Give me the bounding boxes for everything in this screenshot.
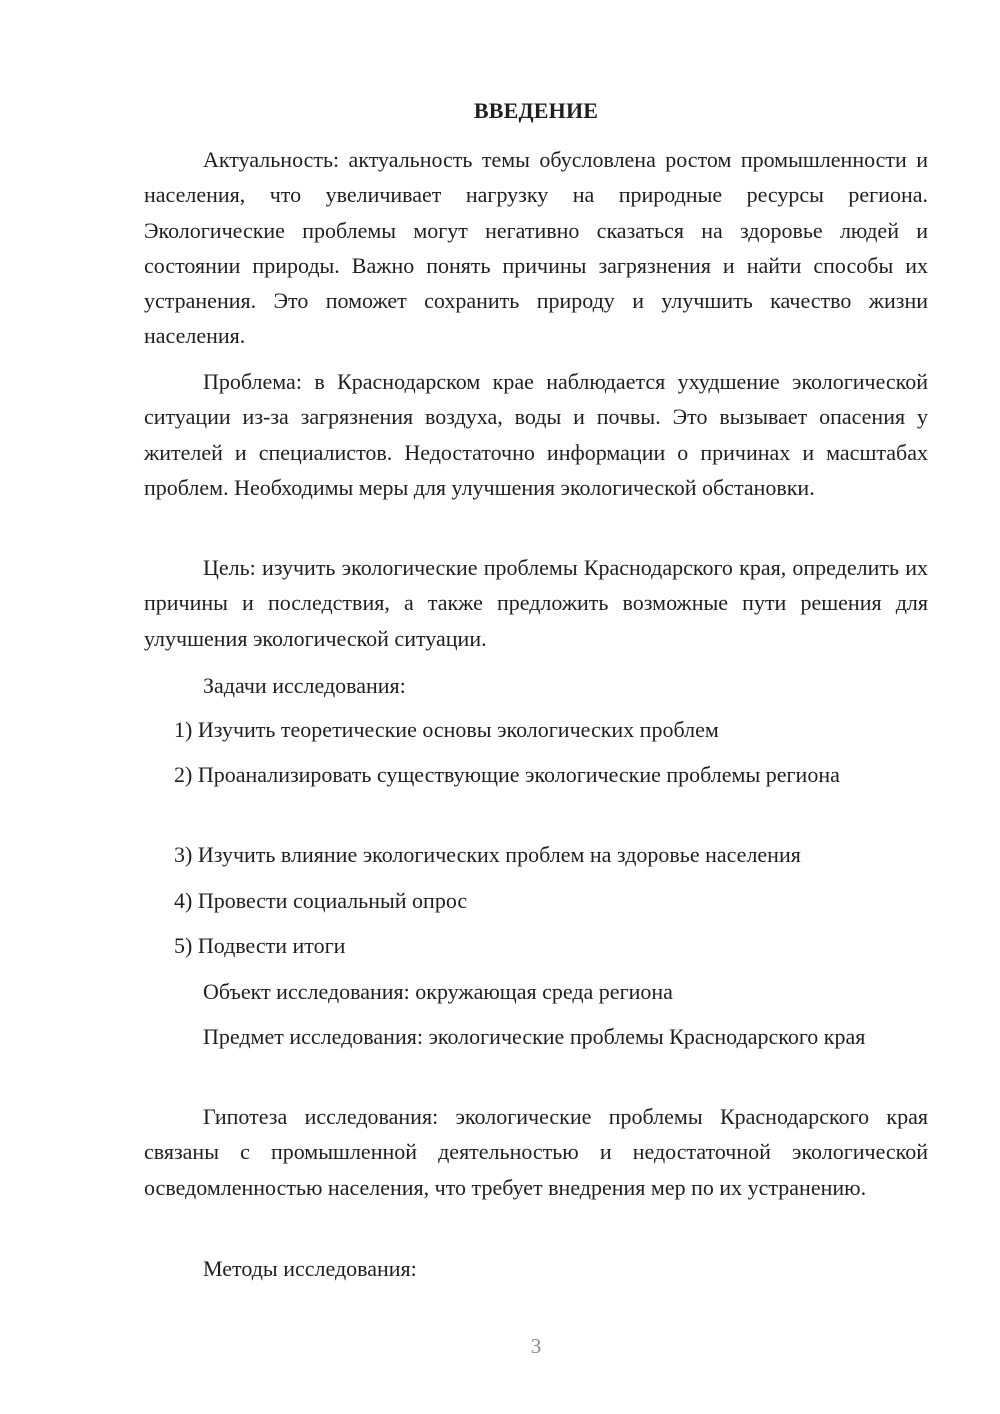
task-item-4: 4) Провести социальный опрос (174, 888, 468, 913)
paragraph-relevance: Актуальность: актуальность темы обусловлена ростом промышленности и населения, что увеличивает нагрузку на природные ресурсы региона. Экологические проблемы могут негативно сказаться на здоровье людей и состоянии природы. Важно понять причины загрязнения и найти способы их устранения. Это поможет сохранить природу и улучшить качество жизни населения. (144, 147, 928, 349)
section-title: ВВЕДЕНИЕ (473, 98, 599, 123)
paragraph-subject: Предмет исследования: экологические проблемы Краснодарского края (203, 1024, 866, 1049)
methods-heading: Методы исследования: (203, 1256, 417, 1281)
paragraph-problem: Проблема: в Краснодарском крае наблюдается ухудшение экологической ситуации из-за загрязнения воздуха, воды и почвы. Это вызывает опасения у жителей и специалистов. Недостаточно информации о причинах и масштабах проблем. Необходимы меры для улучшения экологической обстановки. (144, 369, 928, 500)
paragraph-object: Объект исследования: окружающая среда региона (203, 979, 673, 1004)
paragraph-goal: Цель: изучить экологические проблемы Краснодарского края, определить их причины и последствия, а также предложить возможные пути решения для улучшения экологической ситуации. (144, 555, 928, 651)
page-number: 3 (530, 1334, 542, 1358)
paragraph-hypothesis: Гипотеза исследования: экологические проблемы Краснодарского края связаны с промышленной деятельностью и недостаточной экологической осведомленностью населения, что требует внедрения мер по их устранению. (144, 1104, 928, 1200)
task-item-2: 2) Проанализировать существующие экологические проблемы региона (174, 762, 840, 787)
task-item-3: 3) Изучить влияние экологических проблем на здоровье населения (174, 842, 801, 867)
task-item-5: 5) Подвести итоги (174, 933, 346, 958)
tasks-heading: Задачи исследования: (203, 673, 406, 698)
task-item-1: 1) Изучить теоретические основы экологических проблем (174, 717, 719, 742)
